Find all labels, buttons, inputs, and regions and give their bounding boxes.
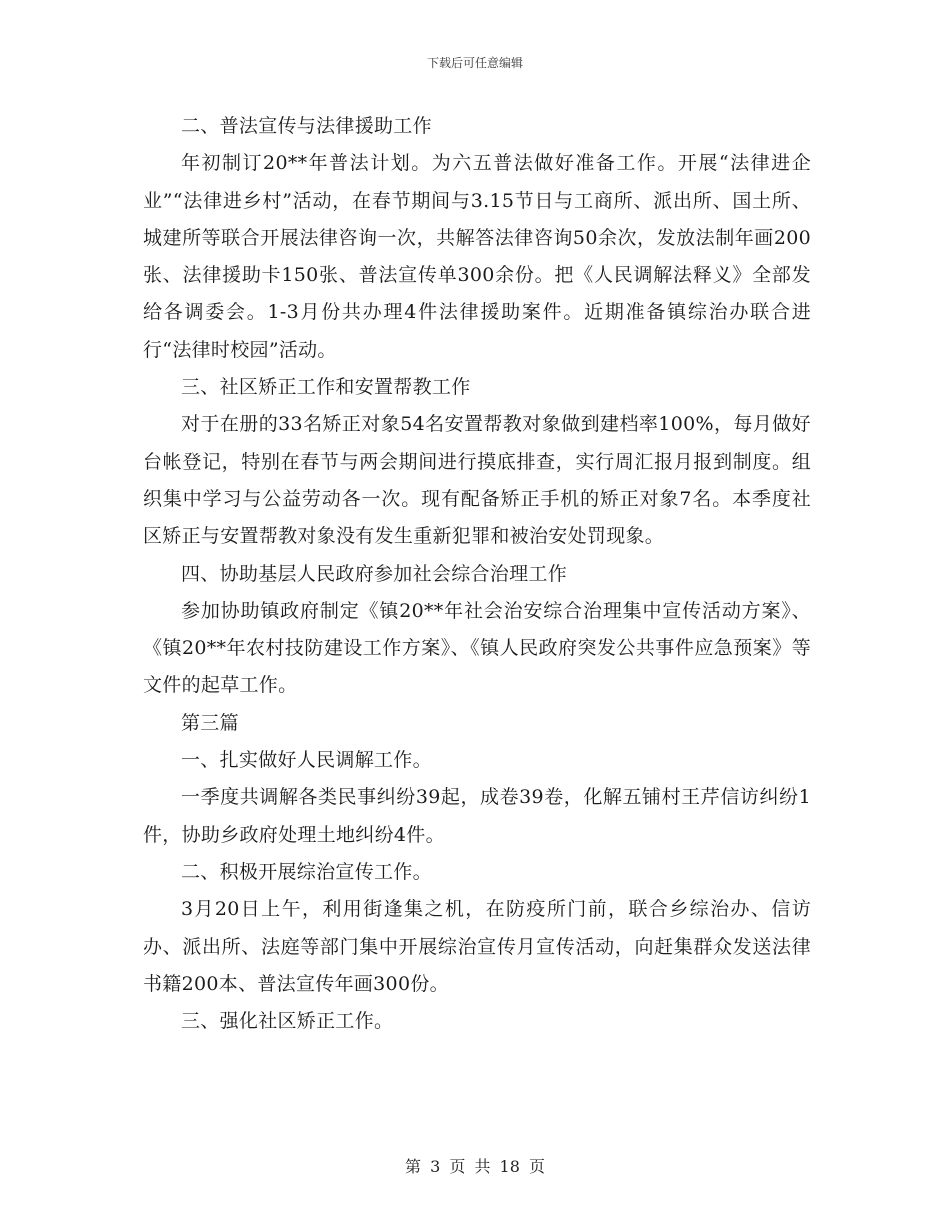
section-heading-social-governance: 四、协助基层人民政府参加社会综合治理工作 bbox=[181, 562, 568, 585]
section-heading-mediation: 一、扎实做好人民调解工作。 bbox=[181, 749, 432, 772]
section-heading-publicity: 二、积极开展综治宣传工作。 bbox=[181, 860, 432, 883]
document-body bbox=[143, 108, 811, 1040]
page-indicator: 第 3 页 共 18 页 bbox=[405, 1157, 545, 1176]
paragraph-social-governance: 参加协助镇政府制定《镇20**年社会治安综合治理集中宣传活动方案》、《镇20**年农村技防建设工作方案》、《镇人民政府突发公共事件应急预案》等文件的起草工作。 bbox=[143, 599, 811, 697]
chapter-heading: 第三篇 bbox=[181, 711, 239, 734]
header-note: 下载后可任意编辑 bbox=[426, 56, 523, 70]
paragraph-community-correction: 对于在册的33名矫正对象54名安置帮教对象做到建档率100%，每月做好台帐登记，特别在春节与两会期间进行摸底排查，实行周汇报月报到制度。组织集中学习与公益劳动各一次。现有配备矫正手机的矫正对象7名。本季度社区矫正与安置帮教对象没有发生重新犯罪和被治安处罚现象。 bbox=[143, 413, 811, 548]
section-heading-legal-publicity: 二、普法宣传与法律援助工作 bbox=[181, 115, 432, 137]
paragraph-legal-publicity: 年初制订20**年普法计划。为六五普法做好准备工作。开展“法律进企业”“法律进乡村”活动，在春节期间与3.15节日与工商所、派出所、国土所、城建所等联合开展法律咨询一次，共解答法律咨询50余次，发放法制年画200张、法律援助卡150张、普法宣传单300余份。把《人民调解法释义》全部发给各调委会。1-3月份共办理4件法律援助案件。近期准备镇综治办联合进行“法律时校园”活动。 bbox=[143, 152, 811, 361]
section-heading-community-correction: 三、社区矫正工作和安置帮教工作 bbox=[181, 376, 471, 399]
paragraph-mediation: 一季度共调解各类民事纠纷39起，成卷39卷，化解五铺村王芹信访纠纷1件，协助乡政府处理土地纠纷4件。 bbox=[143, 786, 811, 846]
section-heading-correction: 三、强化社区矫正工作。 bbox=[181, 1010, 394, 1033]
paragraph-publicity: 3月20日上午，利用街逢集之机，在防疫所门前，联合乡综治办、信访办、派出所、法庭等部门集中开展综治宣传月宣传活动，向赶集群众发送法律书籍200本、普法宣传年画300份。 bbox=[143, 898, 811, 995]
